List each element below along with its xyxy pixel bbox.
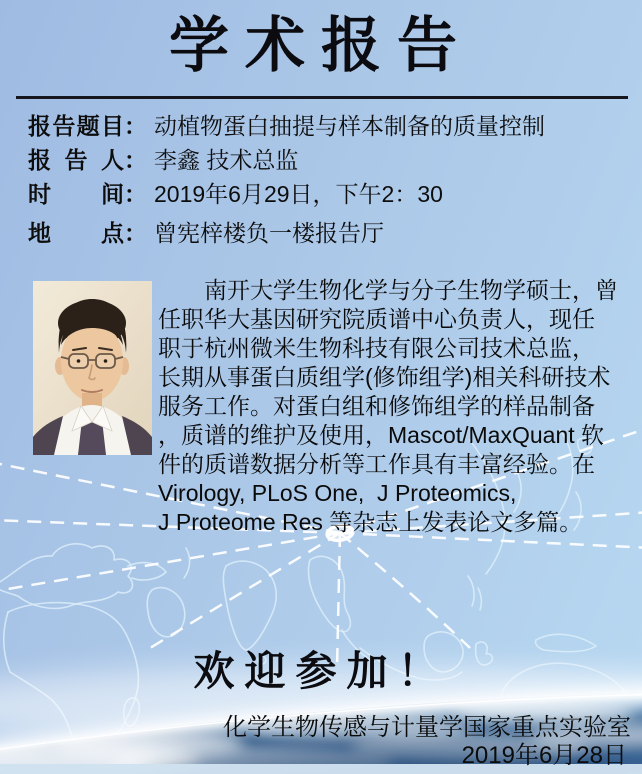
speaker-bio xyxy=(158,276,638,537)
poster-title: 学术报告 xyxy=(169,11,473,81)
detail-colon: ： xyxy=(124,181,147,207)
detail-value: 李鑫 技术总监 xyxy=(154,147,299,173)
bio-line: 南开大学生物化学与分子生物学硕士，曾 xyxy=(204,277,618,303)
title-divider xyxy=(16,96,628,99)
welcome-message: 欢迎参加！ xyxy=(193,647,449,695)
bio-line: 职于杭州微米生物科技有限公司技术总监， xyxy=(158,335,595,361)
detail-row-location xyxy=(28,220,384,247)
detail-colon: ： xyxy=(124,147,147,173)
detail-row-speaker xyxy=(28,147,298,174)
detail-label: 报告题目 xyxy=(28,113,124,139)
detail-colon: ： xyxy=(124,220,147,246)
bio-line: 件的质谱数据分析等工作具有丰富经验。在 xyxy=(158,451,595,477)
speaker-photo xyxy=(33,281,152,455)
detail-value: 2019年6月29日，下午2：30 xyxy=(154,181,443,207)
bio-line: J Proteome Res 等杂志上发表论文多篇。 xyxy=(158,509,583,535)
detail-value: 动植物蛋白抽提与样本制备的质量控制 xyxy=(154,113,545,139)
bio-line: 任职华大基因研究院质谱中心负责人，现任 xyxy=(158,306,595,332)
detail-value: 曾宪梓楼负一楼报告厅 xyxy=(154,220,384,246)
detail-colon: ： xyxy=(124,113,147,139)
detail-label: 报告人 xyxy=(28,147,124,173)
bio-line: 长期从事蛋白质组学(修饰组学)相关科研技术 xyxy=(158,364,611,390)
detail-label: 时间 xyxy=(28,181,124,207)
bio-line: Virology, PLoS One, J Proteomics, xyxy=(158,480,517,506)
bio-line: 服务工作。对蛋白组和修饰组学的样品制备 xyxy=(158,393,595,419)
detail-row-topic xyxy=(28,113,545,140)
organizer-name: 化学生物传感与计量学国家重点实验室 xyxy=(223,714,631,741)
detail-row-time xyxy=(28,181,443,208)
issue-date: 2019年6月28日 xyxy=(461,742,627,769)
bio-line: ，质谱的维护及使用，Mascot/MaxQuant 软 xyxy=(158,422,605,448)
detail-label: 地点 xyxy=(28,220,124,246)
